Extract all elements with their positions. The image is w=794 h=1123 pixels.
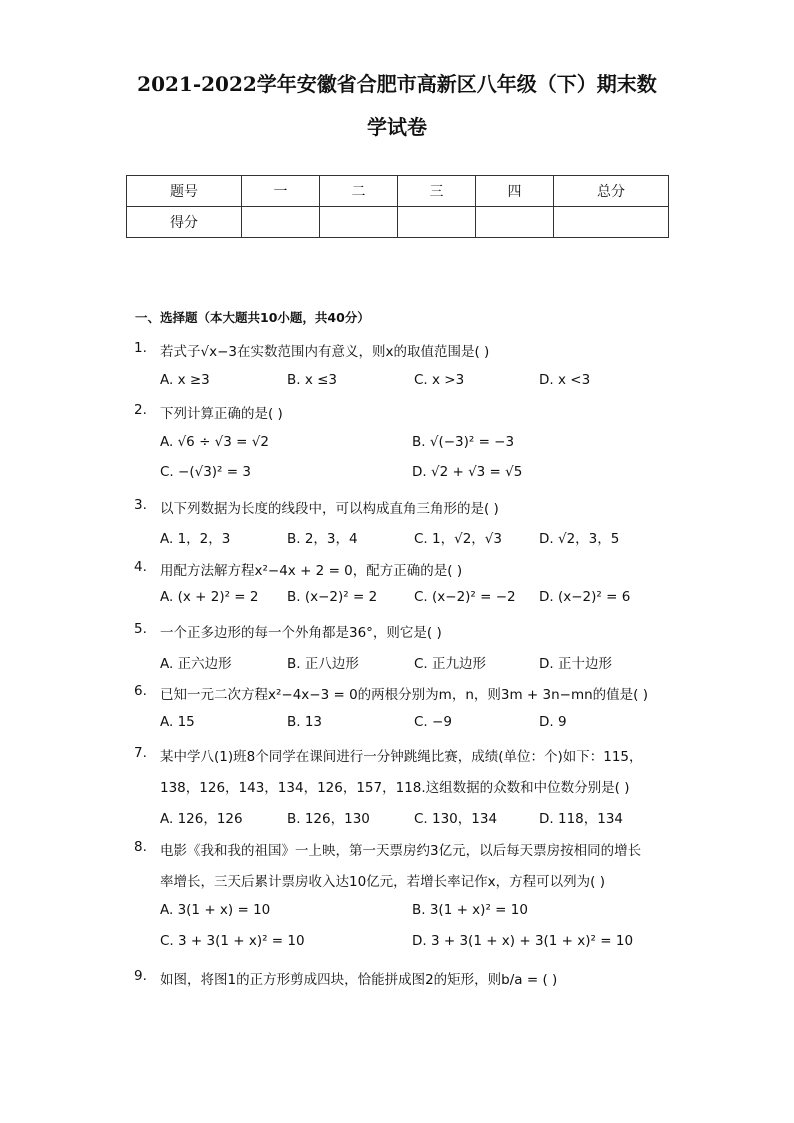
option-a: A. √6 ÷ √3 = √2 — [160, 434, 269, 450]
option-c: C. −9 — [414, 714, 452, 730]
question-text: 一个正多边形的每一个外角都是36°，则它是( ) — [160, 625, 442, 641]
option-b: B. √(−3)² = −3 — [412, 434, 515, 450]
score-table-row — [127, 207, 669, 238]
option-d: D. 9 — [539, 714, 567, 730]
score-header-cell: 三 — [398, 176, 476, 207]
question-text: 电影《我和我的祖国》一上映，第一天票房约3亿元，以后每天票房按相同的增长 — [160, 843, 642, 859]
option-c: C. 3 + 3(1 + x)² = 10 — [160, 933, 305, 949]
score-cell — [242, 207, 320, 238]
option-d: D. (x−2)² = 6 — [539, 589, 631, 605]
score-header-cell: 题号 — [127, 176, 242, 207]
question-number: 9. — [134, 968, 147, 984]
question-number: 6. — [134, 683, 147, 699]
option-a: A. 3(1 + x) = 10 — [160, 902, 271, 918]
option-a: A. x ≥3 — [160, 372, 210, 388]
question-text-continued: 138，126，143，134，126，157，118.这组数据的众数和中位数分别是( ) — [160, 780, 630, 796]
score-header-cell: 总分 — [554, 176, 669, 207]
option-d: D. x <3 — [539, 372, 591, 388]
question-number: 8. — [134, 839, 147, 855]
question-text-continued: 率增长，三天后累计票房收入达10亿元，若增长率记作x，方程可以列为( ) — [160, 874, 605, 890]
question-text: 如图，将图1的正方形剪成四块，恰能拼成图2的矩形，则b/a = ( ) — [160, 972, 558, 988]
option-a: A. 1，2，3 — [160, 531, 231, 547]
score-table — [126, 175, 669, 238]
option-c: C. (x−2)² = −2 — [414, 589, 516, 605]
score-cell — [554, 207, 669, 238]
option-a: A. 正六边形 — [160, 656, 232, 672]
option-a: A. (x + 2)² = 2 — [160, 589, 259, 605]
option-b: B. 126，130 — [287, 811, 370, 827]
question-text: 用配方法解方程x²−4x + 2 = 0，配方正确的是( ) — [160, 563, 463, 579]
question-number: 7. — [134, 745, 147, 761]
score-row-label: 得分 — [127, 207, 242, 238]
score-header-cell: 四 — [476, 176, 554, 207]
question-number: 1. — [134, 340, 147, 356]
option-c: C. x >3 — [414, 372, 465, 388]
option-d: D. 118，134 — [539, 811, 624, 827]
score-cell — [320, 207, 398, 238]
option-c: C. −(√3)² = 3 — [160, 464, 251, 480]
option-c: C. 正九边形 — [414, 656, 487, 672]
question-text: 已知一元二次方程x²−4x−3 = 0的两根分别为m，n，则3m + 3n−mn的值是( ) — [160, 687, 649, 703]
option-b: B. 13 — [287, 714, 323, 730]
option-d: D. 正十边形 — [539, 656, 612, 672]
score-header-cell: 一 — [242, 176, 320, 207]
option-d: D. √2 + √3 = √5 — [412, 464, 523, 480]
score-cell — [476, 207, 554, 238]
option-a: A. 15 — [160, 714, 195, 730]
question-text: 若式子√x−3在实数范围内有意义，则x的取值范围是( ) — [160, 344, 490, 360]
paper-title-line2: 学试卷 — [367, 115, 427, 139]
question-number: 4. — [134, 559, 147, 575]
score-cell — [398, 207, 476, 238]
option-d: D. √2，3，5 — [539, 531, 620, 547]
question-text: 某中学八(1)班8个同学在课间进行一分钟跳绳比赛，成绩(单位：个)如下：115， — [160, 749, 643, 765]
option-b: B. 3(1 + x)² = 10 — [412, 902, 528, 918]
option-b: B. (x−2)² = 2 — [287, 589, 378, 605]
question-number: 3. — [134, 497, 147, 513]
paper-title-line1: 2021-2022学年安徽省合肥市高新区八年级（下）期末数 — [137, 72, 657, 96]
option-b: B. 正八边形 — [287, 656, 359, 672]
question-text: 下列计算正确的是( ) — [160, 406, 283, 422]
option-d: D. 3 + 3(1 + x) + 3(1 + x)² = 10 — [412, 933, 634, 949]
question-number: 5. — [134, 621, 147, 637]
score-table-header-row — [127, 176, 669, 207]
section-heading: 一、选择题（本大题共10小题，共40分） — [135, 310, 370, 325]
score-header-cell: 二 — [320, 176, 398, 207]
question-text: 以下列数据为长度的线段中，可以构成直角三角形的是( ) — [160, 501, 499, 517]
option-b: B. x ≤3 — [287, 372, 338, 388]
option-c: C. 1，√2，√3 — [414, 531, 502, 547]
question-number: 2. — [134, 402, 147, 418]
option-b: B. 2，3，4 — [287, 531, 358, 547]
option-c: C. 130，134 — [414, 811, 498, 827]
option-a: A. 126，126 — [160, 811, 243, 827]
